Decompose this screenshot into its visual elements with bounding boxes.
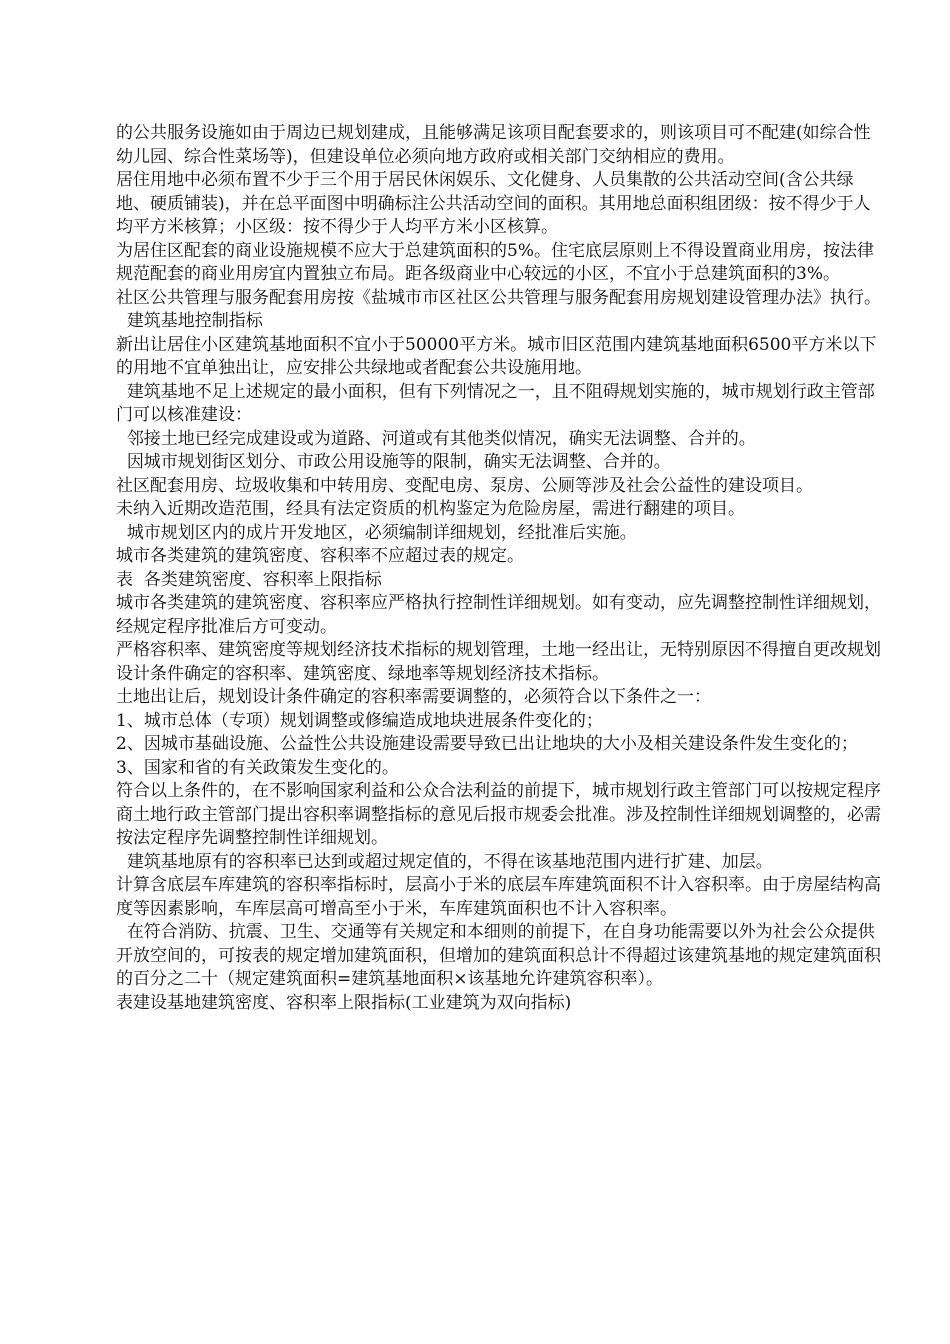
paragraph: 在符合消防、抗震、卫生、交通等有关规定和本细则的前提下，在自身功能需要以外为社会公众提供开放空间的，可按表的规定增加建筑面积，但增加的建筑面积总计不得超过该建筑基地的规定建筑面积的百分之二十（规定建筑面积=建筑基地面积×该基地允许建筑容积率）。: [116, 922, 881, 989]
paragraph: 计算含底层车库建筑的容积率指标时，层高小于米的底层车库建筑面积不计入容积率。由于房屋结构高度等因素影响，车库层高可增高至小于米，车库建筑面积也不计入容积率。: [116, 875, 881, 919]
paragraph: 建筑基地不足上述规定的最小面积，但有下列情况之一，且不阻碍规划实施的，城市规划行政主管部门可以核准建设：: [116, 381, 875, 425]
paragraph: 邻接土地已经完成建设或为道路、河道或有其他类似情况，确实无法调整、合并的。: [116, 428, 756, 449]
table-caption: 表 各类建筑密度、容积率上限指标: [116, 569, 382, 590]
table-caption: 表建设基地建筑密度、容积率上限指标(工业建筑为双向指标): [116, 992, 572, 1013]
paragraph: 居住用地中必须布置不少于三个用于居民休闲娱乐、文化健身、人员集散的公共活动空间(含公共绿地、硬质铺装)，并在总平面图中明确标注公共活动空间的面积。其用地总面积组团级：按不得少于人均平方米核算；小区级：按不得少于人均平方米小区核算。: [116, 170, 871, 237]
paragraph: 为居住区配套的商业设施规模不应大于总建筑面积的5%。住宅底层原则上不得设置商业用房，按法律规范配套的商业用房宜内置独立布局。距各级商业中心较远的小区，不宜小于总建筑面积的3%。: [116, 240, 874, 284]
paragraph: 未纳入近期改造范围，经具有法定资质的机构鉴定为危险房屋，需进行翻建的项目。: [116, 499, 745, 519]
paragraph: 新出让居住小区建筑基地面积不宜小于50000平方米。城市旧区范围内建筑基地面积6500平方米以下的用地不宜单独出让，应安排公共绿地或者配套公共设施用地。: [116, 334, 877, 378]
paragraph: 社区配套用房、垃圾收集和中转用房、变配电房、泵房、公厕等涉及社会公益性的建设项目。: [116, 475, 813, 496]
paragraph: 的公共服务设施如由于周边已规划建成，且能够满足该项目配套要求的，则该项目可不配建(如综合性幼儿园、综合性菜场等)，但建设单位必须向地方政府或相关部门交纳相应的费用。: [116, 123, 871, 167]
list-item: 3、国家和省的有关政策发生变化的。: [116, 757, 399, 778]
paragraph: 城市各类建筑的建筑密度、容积率不应超过表的规定。: [116, 546, 524, 566]
paragraph: 土地出让后，规划设计条件确定的容积率需要调整的，必须符合以下条件之一：: [116, 687, 711, 707]
paragraph: 因城市规划街区划分、市政公用设施等的限制，确实无法调整、合并的。: [116, 452, 671, 472]
paragraph: 符合以上条件的，在不影响国家利益和公众合法利益的前提下，城市规划行政主管部门可以按规定程序商土地行政主管部门提出容积率调整指标的意见后报市规委会批准。涉及控制性详细规划调整的，必需按法定程序先调整控制性详细规划。: [116, 781, 881, 848]
paragraph: 城市规划区内的成片开发地区，必须编制详细规划，经批准后实施。: [116, 522, 637, 543]
paragraph: 建筑基地原有的容积率已达到或超过规定值的，不得在该基地范围内进行扩建、加层。: [116, 851, 773, 872]
list-item: 1、城市总体（专项）规划调整或修编造成地块进展条件变化的；: [116, 710, 603, 731]
section-heading: 建筑基地控制指标: [116, 311, 263, 331]
paragraph: 严格容积率、建筑密度等规划经济技术指标的规划管理，土地一经出让，无特别原因不得擅自更改规划设计条件确定的容积率、建筑密度、绿地率等规划经济技术指标。: [116, 640, 881, 684]
document-body: [116, 122, 884, 1015]
list-item: 2、因城市基础设施、公益性公共设施建设需要导致已出让地块的大小及相关建设条件发生变化的；: [116, 734, 858, 754]
paragraph: 城市各类建筑的建筑密度、容积率应严格执行控制性详细规划。如有变动，应先调整控制性详细规划，经规定程序批准后方可变动。: [116, 593, 881, 637]
paragraph: 社区公共管理与服务配套用房按《盐城市市区社区公共管理与服务配套用房规划建设管理办法》执行。: [116, 287, 881, 308]
